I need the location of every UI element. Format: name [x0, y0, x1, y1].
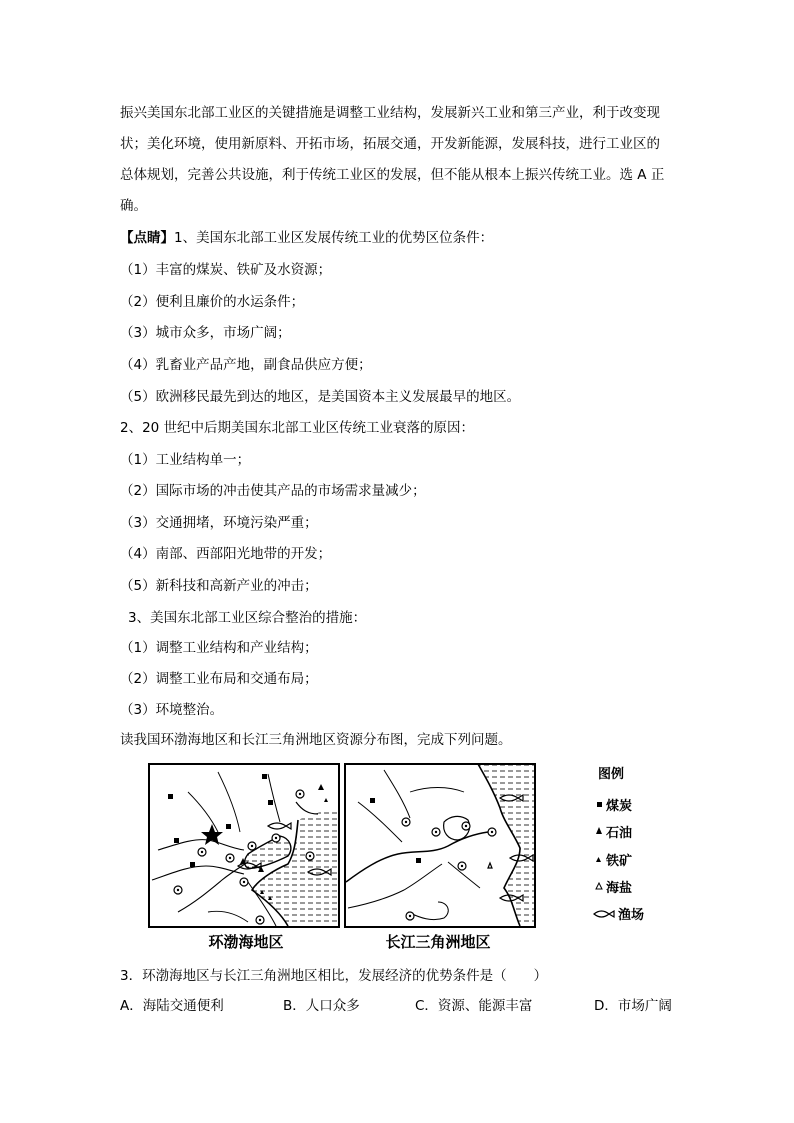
- coal-icon: [597, 802, 602, 807]
- list-item: （5）欧洲移民最先到达的地区，是美国资本主义发展最早的地区。: [120, 389, 521, 405]
- list-item: （1）调整工业结构和产业结构；: [120, 640, 318, 656]
- tip-tag: 【点睛】: [120, 230, 174, 246]
- yangtze-delta-map: [345, 764, 535, 927]
- paragraph-line: 总体规划，完善公共设施，利于传统工业区的发展，但不能从根本上振兴传统工业。选 A 正: [120, 167, 665, 183]
- bohai-map: [149, 764, 339, 927]
- fishery-icon: [594, 911, 614, 917]
- legend-label-fishery: 渔场: [618, 908, 645, 923]
- legend-label-salt: 海盐: [606, 881, 633, 896]
- option-c[interactable]: C．资源、能源丰富: [415, 998, 533, 1014]
- legend-label-coal: 煤炭: [606, 799, 633, 814]
- list-item: （4）乳畜业产品产地，副食品供应方便；: [120, 357, 372, 373]
- list-item: （3）环境整治。: [120, 702, 224, 718]
- legend-label-oil: 石油: [606, 826, 633, 841]
- list-item: （3）城市众多，市场广阔；: [120, 325, 291, 341]
- option-a[interactable]: A．海陆交通便利: [120, 998, 224, 1014]
- tip-heading-1: [120, 228, 680, 248]
- oil-icon: [596, 827, 602, 834]
- paragraph-line: 状；美化环境，使用新原料、开拓市场，拓展交通，开发新能源，发展科技，进行工业区的: [120, 136, 660, 152]
- paragraph-line: 确。: [120, 198, 147, 214]
- resource-map-figure: [148, 762, 645, 952]
- tip-heading-3: 3、美国东北部工业区综合整治的措施：: [128, 610, 367, 626]
- list-item: （5）新科技和高新产业的冲击；: [120, 578, 318, 594]
- list-item: （2）便利且廉价的水运条件；: [120, 294, 305, 310]
- legend-label-iron: 铁矿: [606, 854, 633, 869]
- paragraph-line: 振兴美国东北部工业区的关键措施是调整工业结构，发展新兴工业和第三产业，利于改变现: [120, 105, 660, 121]
- option-d[interactable]: D．市场广阔: [594, 998, 672, 1014]
- question-stem: 3．环渤海地区与长江三角洲地区相比，发展经济的优势条件是（ ）: [120, 968, 548, 984]
- list-item: （2）国际市场的冲击使其产品的市场需求量减少；: [120, 483, 426, 499]
- sea-salt-icon: [596, 883, 602, 889]
- list-item: （1）丰富的煤炭、铁矿及水资源；: [120, 262, 332, 278]
- left-map-caption: 环渤海地区: [208, 933, 284, 951]
- list-item: （2）调整工业布局和交通布局；: [120, 671, 318, 687]
- iron-ore-icon: [596, 857, 601, 862]
- option-b[interactable]: B．人口众多: [283, 998, 360, 1014]
- list-item: （4）南部、西部阳光地带的开发；: [120, 546, 332, 562]
- question-intro: 读我国环渤海地区和长江三角洲地区资源分布图，完成下列问题。: [120, 732, 512, 748]
- right-map-caption: 长江三角洲地区: [385, 933, 491, 951]
- legend-title: 图例: [598, 767, 625, 782]
- tip-heading-2: 2、20 世纪中后期美国东北部工业区传统工业衰落的原因：: [120, 420, 475, 436]
- list-item: （3）交通拥堵，环境污染严重；: [120, 515, 318, 531]
- list-item: （1）工业结构单一；: [120, 452, 251, 468]
- tip-head1: 1、美国东北部工业区发展传统工业的优势区位条件：: [174, 230, 494, 246]
